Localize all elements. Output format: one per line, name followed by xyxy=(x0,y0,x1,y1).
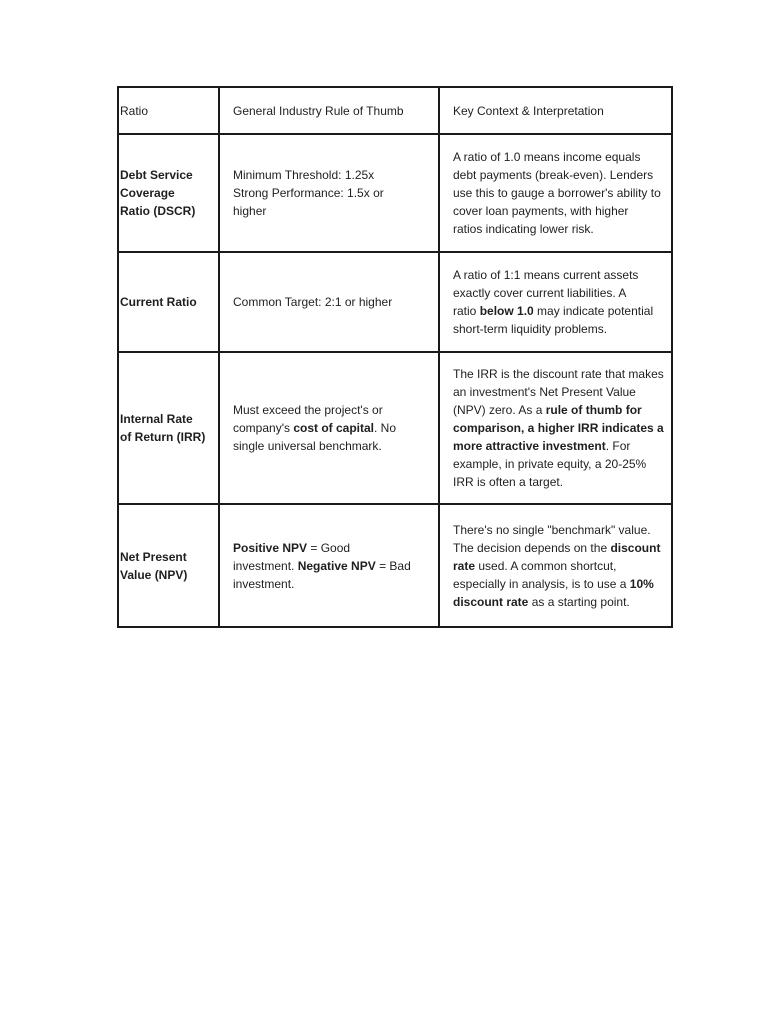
table-row xyxy=(118,504,672,627)
table-row xyxy=(118,252,672,352)
context-current: A ratio of 1:1 means current assets exactly cover current liabilities. A ratio below 1.0 may indicate potential short-term liquidity problems. xyxy=(439,252,672,352)
rule-dscr: Minimum Threshold: 1.25x Strong Performance: 1.5x or higher xyxy=(219,134,439,252)
header-rule-of-thumb: General Industry Rule of Thumb xyxy=(219,87,439,134)
ratio-table xyxy=(117,86,673,628)
context-npv: There's no single "benchmark" value. The decision depends on the discount rate used. A common shortcut, especially in analysis, is to use a 10% discount rate as a starting point. xyxy=(439,504,672,627)
context-irr: The IRR is the discount rate that makes an investment's Net Present Value (NPV) zero. As a rule of thumb for comparison, a higher IRR indicates a more attractive investment. For example, in private equity, a 20-25% IRR is often a target. xyxy=(439,352,672,504)
rule-npv: Positive NPV = Good investment. Negative NPV = Bad investment. xyxy=(219,504,439,627)
header-ratio: Ratio xyxy=(118,87,219,134)
table-header-row xyxy=(118,87,672,134)
table-row xyxy=(118,134,672,252)
table-row xyxy=(118,352,672,504)
ratio-name-dscr: Debt Service Coverage Ratio (DSCR) xyxy=(118,134,219,252)
rule-irr: Must exceed the project's or company's cost of capital. No single universal benchmark. xyxy=(219,352,439,504)
header-context: Key Context & Interpretation xyxy=(439,87,672,134)
context-dscr: A ratio of 1.0 means income equals debt payments (break-even). Lenders use this to gauge a borrower's ability to cover loan payments, with higher ratios indicating lower risk. xyxy=(439,134,672,252)
ratio-name-current: Current Ratio xyxy=(118,252,219,352)
ratio-name-irr: Internal Rate of Return (IRR) xyxy=(118,352,219,504)
rule-current: Common Target: 2:1 or higher xyxy=(219,252,439,352)
ratio-name-npv: Net Present Value (NPV) xyxy=(118,504,219,627)
